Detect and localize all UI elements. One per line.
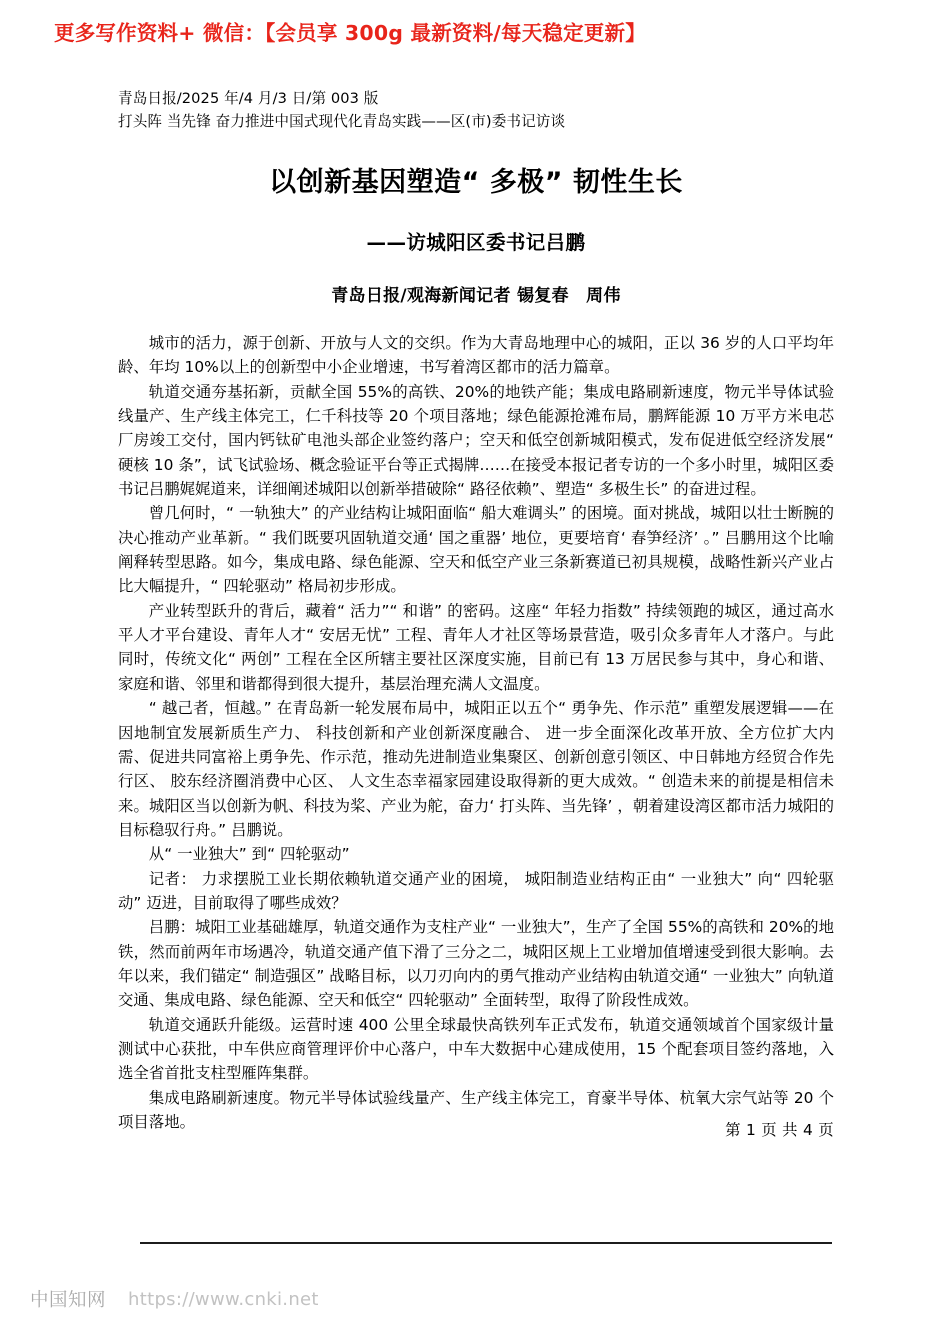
article-headline: 以创新基因塑造“ 多极” 韧性生长 [269, 167, 683, 198]
body-paragraph: 产业转型跃升的背后，藏着“ 活力”“ 和谐” 的密码。这座“ 年轻力指数” 持续领跑的城区，通过高水平人才平台建设、青年人才“ 安居无忧” 工程、青年人才社区等场景营造，吸引众多青年人才落户。与此同时，传统文化“ 两创” 工程在全区所辖主要社区深度实施，目前已有 13 万居民参与其中，身心和谐、家庭和谐、邻里和谐都得到很大提升，基层治理充满人文温度。 [118, 601, 834, 693]
body-paragraph: 城市的活力，源于创新、开放与人文的交织。作为大青岛地理中心的城阳，正以 36 岁的人口平均年龄、年均 10%以上的创新型中小企业增速，书写着湾区都市的活力篇章。 [118, 334, 834, 377]
article-body [118, 331, 834, 1134]
section-heading: 从“ 一业独大” 到“ 四轮驱动” [148, 845, 350, 864]
footer-divider [140, 1242, 832, 1244]
promo-banner-text: 更多写作资料+ 微信：【会员享 300g 最新资料/每天稳定更新】 [54, 21, 646, 45]
cnki-logo-text: 中国知网 [30, 1290, 107, 1311]
cnki-url-text: https://www.cnki.net [128, 1288, 319, 1310]
body-paragraph: 轨道交通夯基拓新，贡献全国 55%的高铁、20%的地铁产能；集成电路刷新速度，物元半导体试验线量产、生产线主体完工，仁千科技等 20 个项目落地；绿色能源抢滩布局，鹏辉能源 10 万平方米电芯厂房竣工交付，国内钙钛矿电池头部企业签约落户；空天和低空创新城阳模式，发布促进低空经济发展“ 硬核 10 条”，试飞试验场、概念验证平台等正式揭牌……在接受本报记者专访的一个多小时里，城阳区委书记吕鹏娓娓道来，详细阐述城阳以创新举措破除“ 路径依赖”、塑造“ 多极生长” 的奋进过程。 [118, 382, 834, 499]
article-column-line: 打头阵 当先锋 奋力推进中国式现代化青岛实践——区(市)委书记访谈 [118, 113, 566, 130]
body-paragraph: 曾几何时，“ 一轨独大” 的产业结构让城阳面临“ 船大难调头” 的困境。面对挑战，城阳以壮士断腕的决心推动产业革新。“ 我们既要巩固轨道交通‘ 国之重器’ 地位，更要培育‘ 春笋经济’ 。” 吕鹏用这个比喻阐释转型思路。如今，集成电路、绿色能源、空天和低空产业三条新赛道已初具规模，战略性新兴产业占比大幅提升，“ 四轮驱动” 格局初步形成。 [118, 504, 834, 596]
body-paragraph: 轨道交通跃升能级。运营时速 400 公里全球最快高铁列车正式发布，轨道交通领域首个国家级计量测试中心获批，中车供应商管理评价中心落户，中车大数据中心建成使用，15 个配套项目签约落地，入选全省首批支柱型雁阵集群。 [118, 1015, 834, 1083]
article-subheadline: ——访城阳区委书记吕鹏 [366, 231, 586, 254]
interview-question: 记者： 力求摆脱工业长期依赖轨道交通产业的困境， 城阳制造业结构正由“ 一业独大” 向“ 四轮驱动” 迈进，目前取得了哪些成效？ [118, 869, 834, 912]
body-paragraph: “ 越己者，恒越。” 在青岛新一轮发展布局中，城阳正以五个“ 勇争先、作示范” 重塑发展逻辑——在因地制宜发展新质生产力、 科技创新和产业创新深度融合、 进一步全面深化改革开放、全方位扩大内需、促进共同富裕上勇争先、作示范，推动先进制造业集聚区、创新创意引领区、中日韩地方经贸合作先行区、 胶东经济圈消费中心区、 人文生态幸福家园建设取得新的更大成效。“ 创造未来的前提是相信未来。城阳区当以创新为帆、科技为桨、产业为舵，奋力‘ 打头阵、当先锋’ ，朝着建设湾区都市活力城阳的目标稳驭行舟。” 吕鹏说。 [118, 699, 834, 839]
cnki-watermark [30, 1286, 319, 1312]
body-paragraph: 集成电路刷新速度。物元半导体试验线量产、生产线主体完工，育豪半导体、杭氧大宗气站等 20 个项目落地。 [118, 1088, 834, 1131]
page-number: 第 1 页 共 4 页 [725, 1121, 834, 1139]
article-byline: 青岛日报/观海新闻记者 锡复春 周伟 [331, 286, 621, 306]
article-container [118, 88, 834, 1134]
interview-answer: 吕鹏：城阳工业基础雄厚，轨道交通作为支柱产业“ 一业独大”，生产了全国 55%的高铁和 20%的地铁，然而前两年市场遇冷，轨道交通产值下滑了三分之二，城阳区规上工业增加值增速受到很大影响。去年以来，我们锚定“ 制造强区” 战略目标，以刀刃向内的勇气推动产业结构由轨道交通“ 一业独大” 向轨道交通、集成电路、绿色能源、空天和低空“ 四轮驱动” 全面转型，取得了阶段性成效。 [118, 918, 834, 1010]
article-source-line: 青岛日报/2025 年/4 月/3 日/第 003 版 [118, 90, 379, 107]
